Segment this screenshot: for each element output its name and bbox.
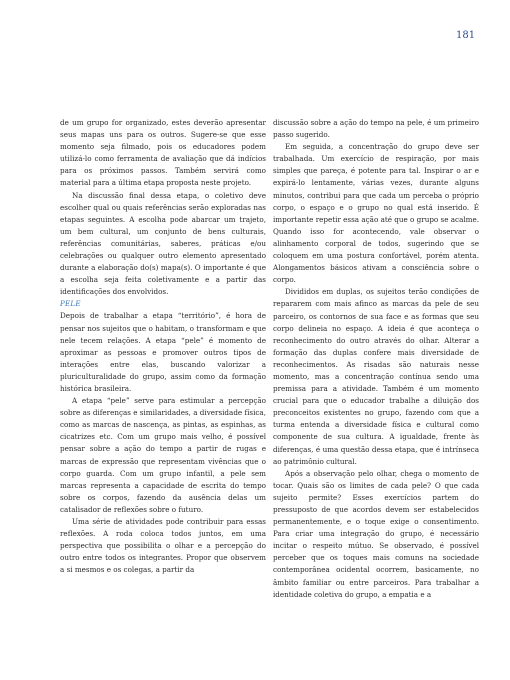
left-column	[60, 117, 266, 576]
paragraph: Divididos em duplas, os sujeitos terão condições de repararem com mais afinco as marcas da pele de seu parceiro, os contornos de sua face e as formas que seu corpo delineia no espaço. A ideia é que aconteça o reconhecimento do outro através do olhar. Alterar a formação das duplas confere mais diversidade de reconhecimentos. As risadas são naturais nesse momento, mas a concentração contínua sendo uma premissa para a atividade. Também é um momento crucial para que o educador trabalhe a diluição dos preconceitos existentes no grupo, fazendo com que a turma entenda a diversidade física e cultural como componente de sua cultura. A igualdade, frente às diferenças, é uma questão dessa etapa, que é intrínseca ao patrimônio cultural.	[273, 287, 479, 466]
paragraph: Depois de trabalhar a etapa “território”, é hora de pensar nos sujeitos que o habitam, o transformam e que nele tecem relações. A etapa “pele” é momento de aproximar as pessoas e promover outros tipos de interações entre elas, buscando valorizar a pluriculturalidade do grupo, assim como da formação histórica brasileira.	[60, 311, 266, 393]
paragraph: Uma série de atividades pode contribuir para essas reflexões. A roda coloca todos juntos, em uma perspectiva que possibilita o olhar e a percepção do outro entre todos os integrantes. Propor que observem a si mesmos e os colegas, a partir da	[60, 517, 266, 575]
page-number: 181	[456, 30, 476, 41]
section-heading: PELE	[60, 300, 81, 309]
paragraph: de um grupo for organizado, estes deverão apresentar seus mapas uns para os outros. Sugere-se que esse momento seja filmado, pois os educadores podem utilizá-lo como ferramenta de avaliação que dá indícios para os próximos passos. Também servirá como material para a última etapa proposta neste projeto.	[60, 118, 266, 188]
paragraph: Após a observação pelo olhar, chega o momento de tocar. Quais são os limites de cada pele? O que cada sujeito permite? Esses exercícios partem do pressuposto de que acordos devem ser estabelecidos permanentemente, e o toque exige o consentimento. Para criar uma integração do grupo, é necessário incitar o respeito mútuo. Se observado, é possível perceber que os toques mais comuns na sociedade contemporânea ocidental ocorrem, basicamente, no âmbito familiar ou entre parceiros. Para trabalhar a identidade coletiva do grupo, a empatia e a	[273, 468, 479, 599]
paragraph: discussão sobre a ação do tempo na pele, é um primeiro passo sugerido.	[273, 118, 479, 140]
paragraph: Na discussão final dessa etapa, o coletivo deve escolher qual ou quais referências serão exploradas nas etapas seguintes. A escolha pode abarcar um trajeto, um bem cultural, um conjunto de bens culturais, referências comunitárias, saberes, práticas e/ou celebrações ou qualquer outro elemento apresentado durante a elaboração do(s) mapa(s). O importante é que a escolha seja feita coletivamente e a partir das identificações dos envolvidos.	[60, 190, 266, 297]
paragraph: Em seguida, a concentração do grupo deve ser trabalhada. Um exercício de respiração, por mais simples que pareça, é potente para tal. Inspirar o ar e expirá-lo lentamente, várias vezes, durante alguns minutos, contribui para que cada um perceba o próprio corpo, o espaço e o grupo no qual está inserido. É importante repetir essa ação até que o grupo se acalme. Quando isso for acontecendo, vale observar o alinhamento corporal de todos, sugerindo que se coloquem em uma postura confortável, porém atenta. Alongamentos básicos ativam a consciência sobre o corpo.	[273, 142, 480, 285]
right-column	[273, 117, 479, 601]
paragraph: A etapa “pele” serve para estimular a percepção sobre as diferenças e similaridades, a diversidade física, como as marcas de nascença, as pintas, as espinhas, as cicatrizes etc. Com um grupo mais velho, é possível pensar sobre a ação do tempo a partir de rugas e marcas de expressão que representam vivências que o corpo guarda. Com um grupo infantil, a pele sem marcas representa a capacidade de escrita do tempo sobre os corpos, fazendo da ausência delas um catalisador de reflexões sobre o futuro.	[60, 396, 266, 514]
